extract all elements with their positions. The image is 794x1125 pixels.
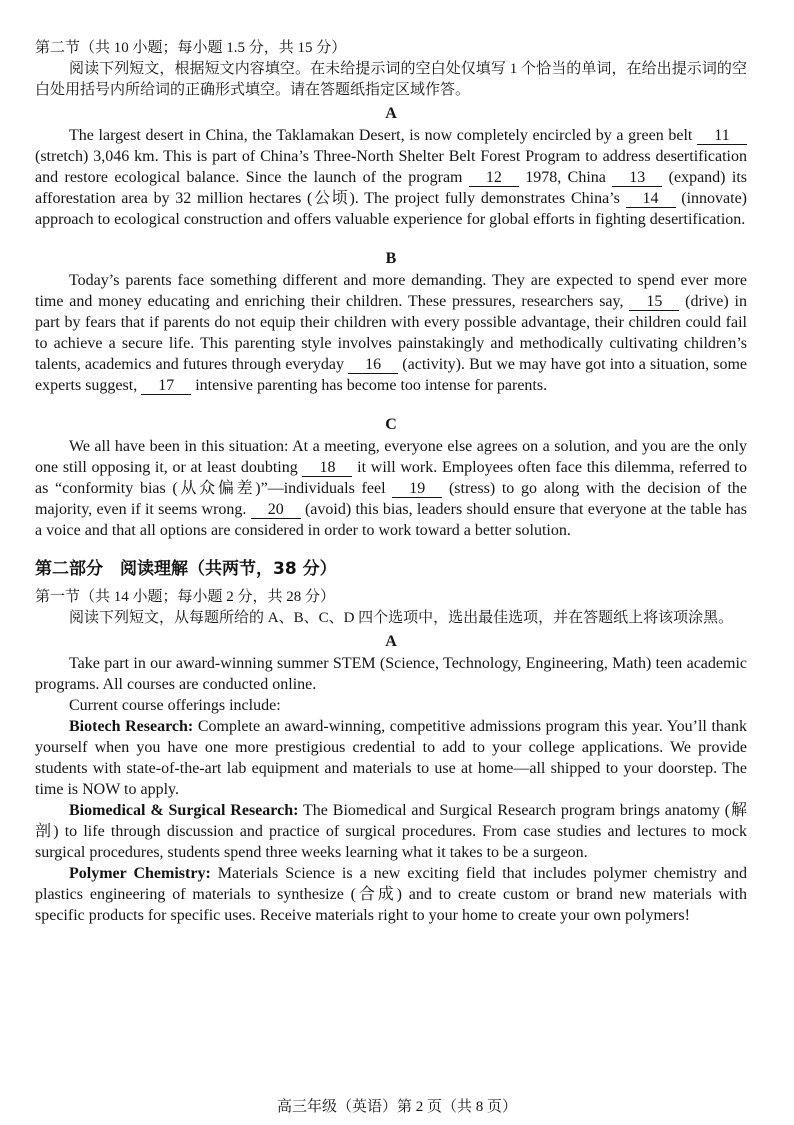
reading-a-intro: Take part in our award-winning summer STEM (Science, Technology, Engineering, Math) teen academic programs. All courses are conducted online. xyxy=(35,655,747,693)
course-polymer: Polymer Chemistry: Materials Science is a new exciting field that includes polymer chemistry and plastics engineering of materials to synthesize (合成) and to create custom or brand new materials with specific products for specific uses. Receive materials right to your home to create your own polymers! xyxy=(35,865,747,924)
course-biotech: Biotech Research: Complete an award-winning, competitive admissions program this year. You’ll thank yourself when you have one more prestigious credential to add to your college applications. We provide students with state-of-the-art lab equipment and materials to use at home—all shipped to your doorstep. The time is NOW to apply. xyxy=(35,718,748,798)
passage-c-label: C xyxy=(385,416,397,433)
reading-a-label: A xyxy=(385,633,397,650)
blank-19: 19 xyxy=(392,481,442,498)
blank-18: 18 xyxy=(302,460,352,477)
blank-13: 13 xyxy=(612,170,662,187)
exam-page xyxy=(35,38,747,926)
course-offerings-heading: Current course offerings include: xyxy=(69,697,281,714)
course-polymer-name: Polymer Chemistry: xyxy=(69,865,211,882)
section-instruction: 阅读下列短文，根据短文内容填空。在未给提示词的空白处仅填写 1 个恰当的单词，在给出提示词的空白处用括号内所给词的正确形式填空。请在答题纸指定区域作答。 xyxy=(35,61,747,98)
blank-15: 15 xyxy=(629,294,679,311)
blank-11: 11 xyxy=(697,128,747,145)
passage-a-text: The largest desert in China, the Taklamakan Desert, is now completely encircled by a green belt 11 (stretch) 3,046 km. This is part of China’s Three-North Shelter Belt Forest Program to address desertification and restore ecological balance. Since the launch of the program 12 1978, China 13 (expand) its afforestation area by 32 million hectares (公顷). The project fully demonstrates China’s 14 (innovate) approach to ecological construction and offers valuable experience for global efforts in fighting desertification. xyxy=(35,127,748,228)
passage-b-text: Today’s parents face something different and more demanding. They are expected to spend ever more time and money educating and enriching their children. These pressures, researchers say, 15 (drive) in part by fears that if parents do not equip their children with every possible advantage, their children could fail to achieve a secure life. This parenting style involves painstakingly and methodically cultivating children’s talents, academics and futures through everyday 16 (activity). But we may have got into a situation, some experts suggest, 17 intensive parenting has become too intense for parents. xyxy=(35,272,748,394)
part-two-title: 第二部分 阅读理解（共两节，38 分） xyxy=(35,559,337,579)
passage-c-text: We all have been in this situation: At a meeting, everyone else agrees on a solution, and you are the only one still opposing it, or at least doubting 18 it will work. Employees often face this dilemma, referred to as “conformity bias (从众偏差)”—individuals feel 19 (stress) to go along with the decision of the majority, even if it seems wrong. 20 (avoid) this bias, leaders should ensure that everyone at the table has a voice and that all options are considered in order to work toward a better solution. xyxy=(35,438,748,539)
blank-14: 14 xyxy=(626,191,676,208)
course-biotech-name: Biotech Research: xyxy=(69,718,194,735)
part-two-instruction: 阅读下列短文，从每题所给的 A、B、C、D 四个选项中，选出最佳选项，并在答题纸上将该项涂黑。 xyxy=(69,610,734,626)
blank-20: 20 xyxy=(251,502,301,519)
blank-16: 16 xyxy=(348,357,398,374)
part-two-section-header: 第一节（共 14 小题；每小题 2 分，共 28 分） xyxy=(35,589,336,605)
passage-a-label: A xyxy=(385,105,397,122)
course-biomedical: Biomedical & Surgical Research: The Biomedical and Surgical Research program brings anatomy (解剖) to life through discussion and practice of surgical procedures. From case studies and lectures to mock surgical procedures, students spend three weeks learning what it takes to be a surgeon. xyxy=(35,802,747,861)
blank-17: 17 xyxy=(141,378,191,395)
course-biomedical-name: Biomedical & Surgical Research: xyxy=(69,802,299,819)
blank-12: 12 xyxy=(469,170,519,187)
section-header: 第二节（共 10 小题；每小题 1.5 分，共 15 分） xyxy=(35,40,347,56)
passage-b-label: B xyxy=(385,250,397,267)
page-footer: 高三年级（英语）第 2 页（共 8 页） xyxy=(276,1099,517,1115)
